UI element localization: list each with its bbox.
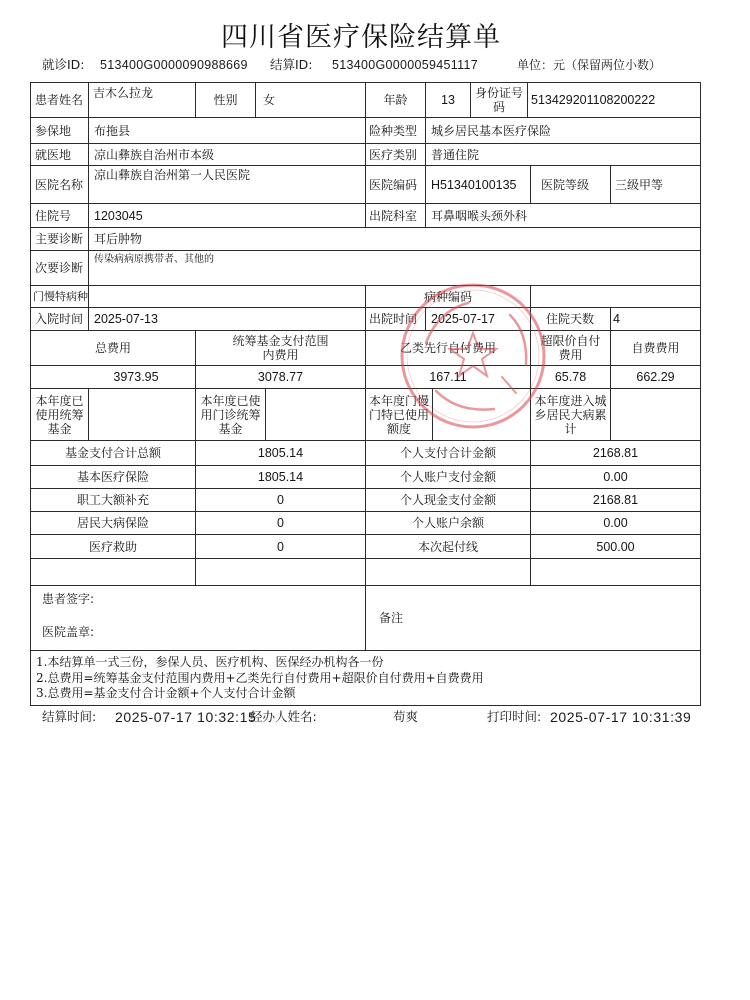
personal-cash-pay-value: 2168.81 bbox=[531, 489, 701, 512]
self-pay-header: 自费费用 bbox=[611, 331, 701, 366]
resident-critical-illness-value: 0 bbox=[196, 512, 366, 535]
annual-chronic-used-label-text: 本年度门慢门特已使用额度 bbox=[369, 393, 430, 436]
primary-diagnosis-label: 主要诊断 bbox=[31, 228, 89, 251]
unit-note: 单位：元（保留两位小数） bbox=[517, 58, 662, 72]
insured-place-label: 参保地 bbox=[31, 118, 89, 144]
over-limit-self-pay-header-text: 超限价自付费用 bbox=[540, 334, 601, 362]
annual-pooled-used-value-empty bbox=[89, 389, 196, 441]
resident-critical-illness-label: 居民大病保险 bbox=[31, 512, 196, 535]
annual-pooled-used-label-text: 本年度已使用统筹基金 bbox=[35, 393, 84, 436]
note-line: 3.总费用=基金支付合计金额+个人支付合计金额 bbox=[36, 686, 296, 700]
visit-id-label: 就诊ID: bbox=[42, 57, 85, 72]
secondary-diagnosis-label: 次要诊断 bbox=[31, 251, 89, 286]
annual-pooled-used-label bbox=[31, 389, 89, 441]
primary-diagnosis-value: 耳后肿物 bbox=[89, 228, 701, 251]
annual-critical-illness-value-empty bbox=[611, 389, 701, 441]
annual-outpatient-pooled-used-label bbox=[196, 389, 266, 441]
annual-outpatient-pooled-used-label-text: 本年度已使用门诊统筹基金 bbox=[200, 393, 261, 436]
treatment-place-value: 凉山彝族自治州市本级 bbox=[89, 144, 366, 166]
disease-code-value-empty bbox=[531, 286, 701, 308]
patient-name-value: 吉木么拉龙 bbox=[89, 83, 196, 118]
notes-area bbox=[31, 651, 701, 706]
discharge-date-label: 出院时间 bbox=[366, 308, 426, 331]
over-limit-self-pay-header bbox=[531, 331, 611, 366]
employee-supplement-value: 0 bbox=[196, 489, 366, 512]
hospital-level-label: 医院等级 bbox=[531, 166, 611, 204]
insurance-type-label: 险种类型 bbox=[366, 118, 426, 144]
insured-place-value: 布拖县 bbox=[89, 118, 366, 144]
total-cost-header: 总费用 bbox=[31, 331, 196, 366]
signature-area bbox=[31, 586, 366, 651]
annual-critical-illness-label-text: 本年度进入城乡居民大病累计 bbox=[534, 393, 607, 436]
print-time-label: 打印时间: bbox=[487, 709, 542, 724]
id-number-label bbox=[471, 83, 528, 118]
personal-account-pay-value: 0.00 bbox=[531, 466, 701, 489]
discharge-date-value: 2025-07-17 bbox=[426, 308, 531, 331]
disease-code-label: 病种编码 bbox=[366, 286, 531, 308]
note-line: 1.本结算单一式三份，参保人员、医疗机构、医保经办机构各一份 bbox=[36, 655, 384, 669]
hospital-code-value: H51340100135 bbox=[426, 166, 531, 204]
chronic-disease-value-empty bbox=[89, 286, 366, 308]
annual-chronic-used-value-empty bbox=[433, 389, 531, 441]
age-value: 13 bbox=[426, 83, 471, 118]
personal-total-value: 2168.81 bbox=[531, 441, 701, 466]
remarks-label: 备注 bbox=[366, 586, 701, 651]
discharge-dept-label: 出院科室 bbox=[366, 204, 426, 228]
id-number-label-text: 身份证号码 bbox=[475, 86, 524, 114]
over-limit-self-pay-value: 65.78 bbox=[531, 366, 611, 389]
operator-label: 经办人姓名: bbox=[250, 709, 317, 724]
document-title: 四川省医疗保险结算单 bbox=[221, 22, 501, 53]
personal-account-balance-label: 个人账户余额 bbox=[366, 512, 531, 535]
inpatient-days-label: 住院天数 bbox=[531, 308, 611, 331]
personal-account-pay-label: 个人账户支付金额 bbox=[366, 466, 531, 489]
print-time-value: 2025-07-17 10:31:39 bbox=[550, 709, 692, 725]
blank-cell bbox=[366, 559, 531, 586]
basic-insurance-label: 基本医疗保险 bbox=[31, 466, 196, 489]
settlement-id-value: 513400G0000059451117 bbox=[332, 58, 478, 72]
annual-critical-illness-label bbox=[531, 389, 611, 441]
class-b-self-pay-value: 167.11 bbox=[366, 366, 531, 389]
fund-total-value: 1805.14 bbox=[196, 441, 366, 466]
blank-cell bbox=[31, 559, 196, 586]
inpatient-days-value: 4 bbox=[611, 308, 701, 331]
hospital-seal-label: 医院盖章: bbox=[42, 625, 95, 639]
settlement-id-label: 结算ID: bbox=[270, 57, 313, 72]
medical-category-value: 普通住院 bbox=[426, 144, 701, 166]
self-pay-value: 662.29 bbox=[611, 366, 701, 389]
personal-cash-pay-label: 个人现金支付金额 bbox=[366, 489, 531, 512]
annual-chronic-used-label bbox=[366, 389, 433, 441]
hospital-name-label: 医院名称 bbox=[31, 166, 89, 204]
total-cost-value: 3973.95 bbox=[31, 366, 196, 389]
annual-outpatient-pooled-used-value-empty bbox=[266, 389, 366, 441]
discharge-dept-value: 耳鼻咽喉头颈外科 bbox=[426, 204, 701, 228]
settlement-time-value: 2025-07-17 10:32:15 bbox=[115, 709, 257, 725]
blank-cell bbox=[531, 559, 701, 586]
settlement-table bbox=[30, 82, 701, 706]
employee-supplement-label: 职工大额补充 bbox=[31, 489, 196, 512]
blank-cell bbox=[196, 559, 366, 586]
hospital-code-label: 医院编码 bbox=[366, 166, 426, 204]
deductible-value: 500.00 bbox=[531, 535, 701, 559]
pooled-range-cost-header bbox=[196, 331, 366, 366]
hospital-level-value: 三级甲等 bbox=[611, 166, 701, 204]
chronic-disease-label: 门慢特病种 bbox=[31, 286, 89, 308]
deductible-label: 本次起付线 bbox=[366, 535, 531, 559]
visit-id-value: 513400G0000090988669 bbox=[100, 58, 248, 72]
medical-category-label: 医疗类别 bbox=[366, 144, 426, 166]
personal-account-balance-value: 0.00 bbox=[531, 512, 701, 535]
inpatient-no-label: 住院号 bbox=[31, 204, 89, 228]
medical-aid-label: 医疗救助 bbox=[31, 535, 196, 559]
personal-total-label: 个人支付合计金额 bbox=[366, 441, 531, 466]
operator-name: 苟爽 bbox=[393, 709, 419, 724]
patient-name-label: 患者姓名 bbox=[31, 83, 89, 118]
treatment-place-label: 就医地 bbox=[31, 144, 89, 166]
class-b-self-pay-header: 乙类先行自付费用 bbox=[366, 331, 531, 366]
note-line: 2.总费用=统筹基金支付范围内费用+乙类先行自付费用+超限价自付费用+自费费用 bbox=[36, 670, 484, 685]
hospital-name-value: 凉山彝族自治州第一人民医院 bbox=[89, 166, 366, 204]
pooled-range-cost-value: 3078.77 bbox=[196, 366, 366, 389]
secondary-diagnosis-value: 传染病病原携带者、其他的 bbox=[89, 251, 701, 286]
patient-signature-label: 患者签字: bbox=[42, 592, 95, 606]
id-number-value: 513429201108200222 bbox=[528, 83, 701, 118]
age-label: 年龄 bbox=[366, 83, 426, 118]
settlement-time-label: 结算时间: bbox=[42, 709, 97, 724]
medical-aid-value: 0 bbox=[196, 535, 366, 559]
gender-value: 女 bbox=[256, 83, 366, 118]
insurance-type-value: 城乡居民基本医疗保险 bbox=[426, 118, 701, 144]
fund-total-label: 基金支付合计总额 bbox=[31, 441, 196, 466]
pooled-range-cost-header-text: 统筹基金支付范围内费用 bbox=[232, 334, 329, 362]
gender-label: 性别 bbox=[196, 83, 256, 118]
basic-insurance-value: 1805.14 bbox=[196, 466, 366, 489]
inpatient-no-value: 1203045 bbox=[89, 204, 366, 228]
admit-date-value: 2025-07-13 bbox=[89, 308, 366, 331]
admit-date-label: 入院时间 bbox=[31, 308, 89, 331]
